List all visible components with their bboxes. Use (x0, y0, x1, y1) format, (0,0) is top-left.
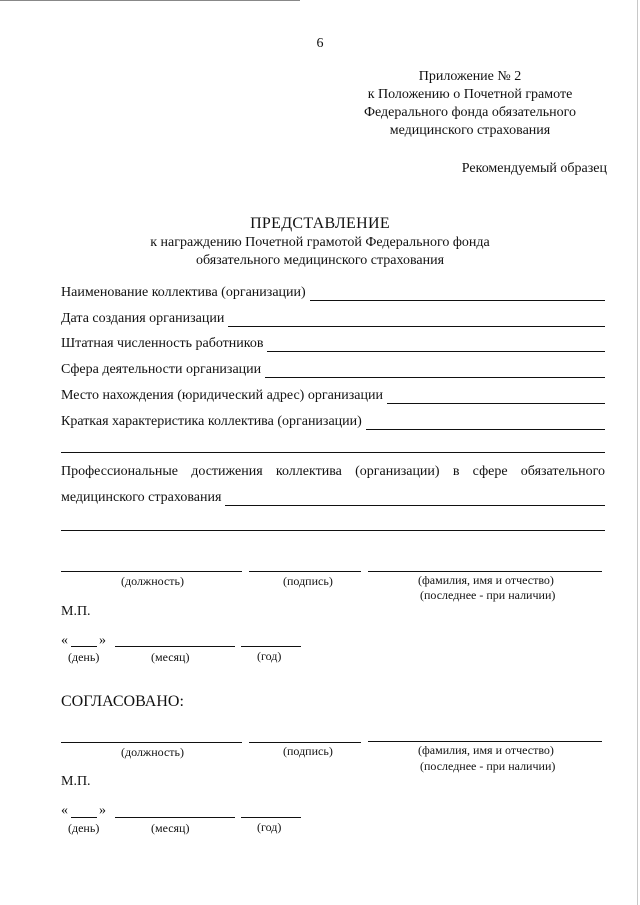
month-caption: (месяц) (151, 821, 190, 835)
field-label: Штатная численность работников (61, 336, 264, 351)
annex-line-4: медицинского страхования (389, 123, 551, 138)
month-line[interactable] (115, 646, 235, 647)
fio-line[interactable] (368, 741, 602, 742)
fill-line[interactable] (265, 363, 605, 378)
annex-line-2: к Положению о Почетной грамоте (367, 87, 573, 102)
fill-line-extra[interactable] (61, 452, 605, 453)
seal-place: М.П. (61, 774, 91, 789)
field-collective-name (61, 283, 605, 301)
field-label: Место нахождения (юридический адрес) организации (61, 388, 383, 403)
fill-line[interactable] (366, 415, 605, 430)
fill-line[interactable] (267, 337, 605, 352)
fill-line[interactable] (387, 389, 605, 404)
scan-edge-right (637, 0, 638, 905)
position-line[interactable] (61, 742, 242, 743)
seal-place: М.П. (61, 604, 91, 619)
fill-line[interactable] (225, 491, 605, 506)
document-title: ПРЕДСТАВЛЕНИЕ (250, 215, 390, 232)
field-label: медицинского страхования (61, 490, 222, 505)
month-line[interactable] (115, 817, 235, 818)
agreed-heading: СОГЛАСОВАНО: (61, 693, 184, 710)
year-caption: (год) (257, 820, 282, 834)
annex-line-3: Федерального фонда обязательного (363, 105, 577, 120)
position-caption: (должность) (121, 745, 184, 759)
quote-close: » (99, 633, 106, 648)
achievements-line-1: Профессиональные достижения коллектива (организации) в сфере обязательного (61, 464, 605, 479)
fio-line[interactable] (368, 571, 602, 572)
signature-caption: (подпись) (283, 574, 333, 588)
signature-line[interactable] (249, 742, 361, 743)
field-label: Наименование коллектива (организации) (61, 285, 306, 300)
fio-caption-note: (последнее - при наличии) (420, 759, 556, 773)
year-line[interactable] (241, 817, 301, 818)
field-label: Дата создания организации (61, 311, 225, 326)
field-activity-sphere (61, 360, 605, 378)
fio-caption: (фамилия, имя и отчество) (418, 573, 554, 587)
fill-line-extra[interactable] (61, 530, 605, 531)
quote-close: » (99, 803, 106, 818)
fio-caption-note: (последнее - при наличии) (420, 588, 556, 602)
signature-line[interactable] (249, 571, 361, 572)
page-number: 6 (316, 36, 324, 51)
field-staff-count (61, 334, 605, 352)
position-caption: (должность) (121, 574, 184, 588)
recommended-sample: Рекомендуемый образец (461, 161, 607, 176)
quote-open: « (61, 633, 68, 648)
field-label: Сфера деятельности организации (61, 362, 262, 377)
day-caption: (день) (68, 821, 100, 835)
document-subtitle-2: обязательного медицинского страхования (195, 253, 445, 268)
fill-line[interactable] (310, 286, 605, 301)
scan-edge-top (0, 0, 300, 1)
quote-open: « (61, 803, 68, 818)
year-line[interactable] (241, 646, 301, 647)
annex-line-1: Приложение № 2 (418, 69, 522, 84)
field-label: Краткая характеристика коллектива (организации) (61, 414, 362, 429)
day-line[interactable] (71, 646, 97, 647)
day-line[interactable] (71, 817, 97, 818)
position-line[interactable] (61, 571, 242, 572)
field-creation-date (61, 309, 605, 327)
signature-caption: (подпись) (283, 744, 333, 758)
fio-caption: (фамилия, имя и отчество) (418, 743, 554, 757)
field-brief-characteristic (61, 412, 605, 430)
year-caption: (год) (257, 649, 282, 663)
month-caption: (месяц) (151, 650, 190, 664)
field-legal-address (61, 386, 605, 404)
document-subtitle-1: к награждению Почетной грамотой Федерального фонда (150, 235, 490, 250)
fill-line[interactable] (228, 312, 605, 327)
day-caption: (день) (68, 650, 100, 664)
field-achievements (61, 488, 605, 506)
